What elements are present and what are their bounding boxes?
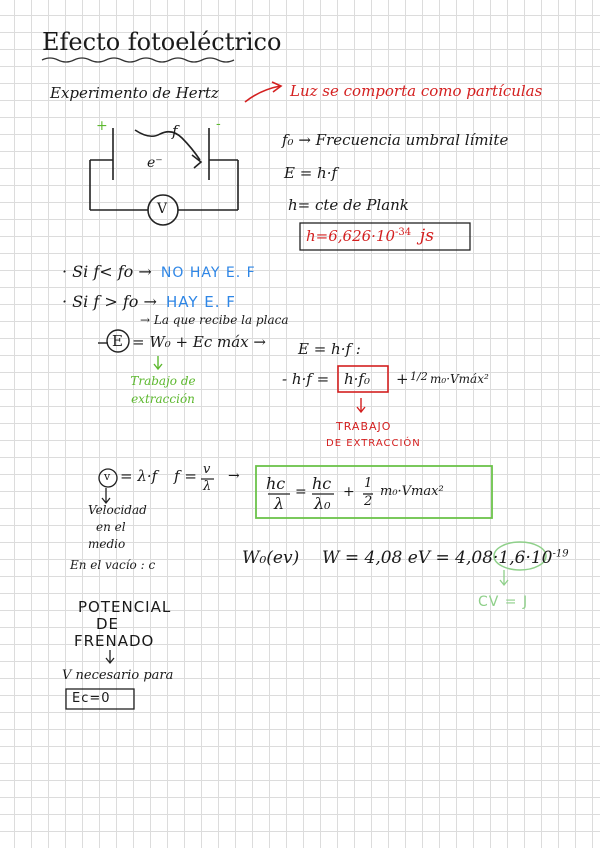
eq-half-num: 1 bbox=[364, 476, 373, 491]
case-effect bbox=[62, 292, 236, 311]
cv-note: CV = J bbox=[478, 594, 529, 610]
w-equation bbox=[322, 548, 569, 568]
lambda-f: = λ·f bbox=[120, 467, 158, 485]
f-frac-num: v bbox=[203, 462, 211, 477]
eq-tail: m₀·Vmax² bbox=[380, 484, 444, 499]
electron-label: e⁻ bbox=[147, 155, 163, 171]
velocity-note-1: Velocidad bbox=[88, 503, 147, 517]
case-no-effect bbox=[62, 262, 256, 281]
case-result: NO HAY E. F bbox=[160, 265, 256, 281]
case-condition: · Si f< fo → bbox=[62, 262, 152, 281]
E-symbol: E bbox=[112, 332, 123, 350]
eq-lambda0: λ₀ bbox=[314, 494, 331, 513]
f-equals: f = bbox=[174, 467, 197, 485]
stopping-line-2: DE bbox=[96, 615, 120, 633]
lhs-equation: - h·f = bbox=[282, 370, 330, 388]
h-value bbox=[306, 226, 434, 246]
boxed-hf0: h·f₀ bbox=[344, 370, 370, 388]
plate-note: → La que recibe la placa bbox=[140, 313, 289, 327]
E-hf-equation: E = h·f : bbox=[298, 340, 361, 358]
rhs-half: 1/2 bbox=[410, 370, 428, 383]
w0-label: W₀(ev) bbox=[242, 548, 300, 568]
circuit-f-label: f bbox=[172, 122, 178, 140]
hertz-label: Experimento de Hertz bbox=[50, 84, 219, 102]
light-note: Luz se comporta como partículas bbox=[290, 82, 543, 100]
voltmeter-label: V bbox=[157, 201, 168, 217]
vacuum-note: En el vacío : c bbox=[70, 558, 156, 572]
title-underline bbox=[42, 58, 234, 62]
stopping-line-3: FRENADO bbox=[74, 632, 155, 650]
green-equation-box bbox=[256, 466, 492, 518]
velocity-note-2: en el bbox=[96, 520, 126, 534]
velocity-note-3: medio bbox=[88, 537, 126, 551]
stopping-line-1: POTENCIAL bbox=[78, 598, 172, 616]
eq-lambda: λ bbox=[274, 494, 285, 513]
red-arrow bbox=[245, 86, 280, 102]
h-value-number: h=6,626·10 bbox=[306, 227, 396, 245]
eq-half-den: 2 bbox=[364, 494, 373, 509]
page-title: Efecto fotoeléctrico bbox=[42, 28, 282, 56]
w-equation-text: W = 4,08 eV = 4,08·1,6·10 bbox=[322, 548, 553, 568]
v-needed-note: V necesario para bbox=[62, 668, 174, 683]
v-circle-label: v bbox=[104, 470, 111, 483]
arrow-right: → bbox=[228, 468, 240, 484]
case-result: HAY E. F bbox=[165, 293, 236, 311]
h-value-unit: js bbox=[419, 226, 434, 246]
f0-definition: f₀ → Frecuencia umbral límite bbox=[282, 131, 509, 149]
rhs-tail: m₀·Vmáx² bbox=[430, 372, 489, 386]
energy-formula: E = h·f bbox=[284, 164, 338, 182]
eq-plus: + bbox=[343, 484, 355, 500]
f-frac-den: λ bbox=[203, 479, 212, 494]
plus-sign: + bbox=[96, 118, 108, 134]
w-equation-exponent: -19 bbox=[552, 548, 569, 560]
work-caps-2: DE EXTRACCIÓN bbox=[326, 438, 421, 449]
h-definition: h= cte de Plank bbox=[288, 196, 409, 214]
case-condition: · Si f > fo → bbox=[62, 292, 157, 311]
h-value-exponent: -34 bbox=[395, 227, 412, 238]
minus-sign: - bbox=[216, 116, 221, 132]
eq-hc-2: hc bbox=[312, 474, 332, 493]
eq-equals: = bbox=[295, 484, 307, 500]
ec0-label: Ec=0 bbox=[72, 691, 111, 706]
rhs-plus: + bbox=[396, 370, 409, 388]
eq-hc-1: hc bbox=[266, 474, 286, 493]
main-equation: = W₀ + Ec máx → bbox=[132, 333, 266, 351]
work-caps-1: TRABAJO bbox=[336, 420, 392, 433]
work-label-green: Trabajo de extracción bbox=[130, 374, 196, 406]
